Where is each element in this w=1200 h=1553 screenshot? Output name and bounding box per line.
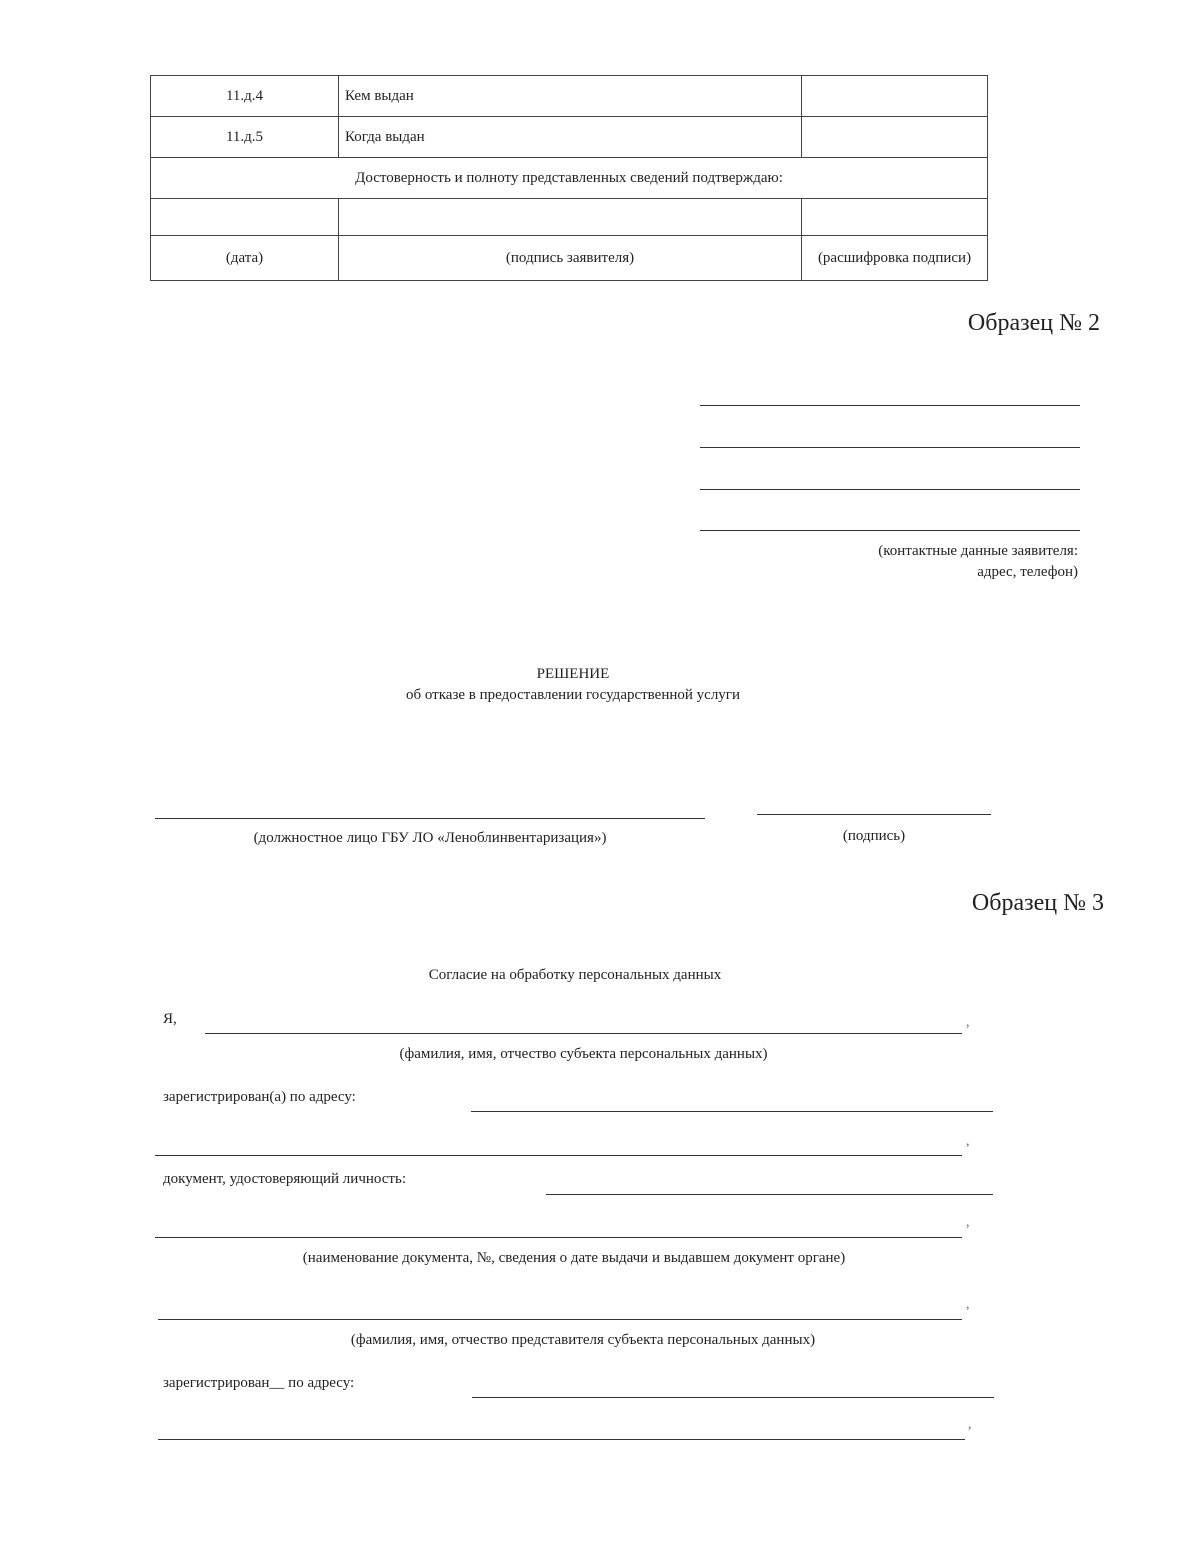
official-caption: (должностное лицо ГБУ ЛО «Леноблинвентаризация») (253, 830, 607, 846)
decision-subheading: об отказе в предоставлении государственной услуги (405, 687, 740, 703)
representative-fio-caption: (фамилия, имя, отчество представителя субъекта персональных данных) (350, 1332, 816, 1348)
representative-address-line-2[interactable] (158, 1439, 965, 1440)
i-label: Я, (163, 1011, 177, 1027)
registered-label: зарегистрирован(а) по адресу: (163, 1089, 356, 1105)
representative-fio-line[interactable] (158, 1319, 962, 1320)
comma-mark: , (968, 1417, 972, 1432)
comma-mark: , (966, 1215, 970, 1230)
document-line-2[interactable] (155, 1237, 962, 1238)
contact-caption-line-2: адрес, телефон) (977, 564, 1078, 580)
date-field[interactable] (151, 199, 339, 236)
signature-decoding-field[interactable] (802, 199, 988, 236)
table-row (151, 158, 988, 199)
official-name-line[interactable] (155, 818, 705, 819)
table-row (151, 236, 988, 281)
contact-line-1[interactable] (700, 405, 1080, 406)
consent-heading: Согласие на обработку персональных данных (428, 967, 722, 983)
confirmation-text: Достоверность и полноту представленных сведений подтверждаю: (151, 158, 988, 199)
row-label: Когда выдан (339, 117, 802, 158)
contact-caption-line-1: (контактные данные заявителя: (878, 543, 1078, 559)
document-caption: (наименование документа, №, сведения о дате выдачи и выдавшем документ органе) (302, 1250, 846, 1266)
representative-registered-label: зарегистрирован__ по адресу: (163, 1375, 355, 1391)
row-number: 11.д.4 (151, 76, 339, 117)
representative-address-line-1[interactable] (472, 1397, 994, 1398)
signature-decoding-caption: (расшифровка подписи) (802, 236, 988, 281)
comma-mark: , (966, 1015, 970, 1030)
row-value-field[interactable] (802, 76, 988, 117)
comma-mark: , (966, 1297, 970, 1312)
decision-heading: РЕШЕНИЕ (536, 666, 610, 682)
document-label: документ, удостоверяющий личность: (163, 1171, 406, 1187)
sample-2-title: Образец № 2 (967, 310, 1100, 336)
subject-fio-line[interactable] (205, 1033, 962, 1034)
date-caption: (дата) (151, 236, 339, 281)
row-value-field[interactable] (802, 117, 988, 158)
signature-field[interactable] (339, 199, 802, 236)
registered-address-line-1[interactable] (471, 1111, 993, 1112)
table-row (151, 117, 988, 158)
contact-line-4[interactable] (700, 530, 1080, 531)
official-signature-caption: (подпись) (842, 828, 906, 844)
row-label: Кем выдан (339, 76, 802, 117)
subject-fio-caption: (фамилия, имя, отчество субъекта персональных данных) (399, 1046, 768, 1062)
official-signature-line[interactable] (757, 814, 991, 815)
row-number: 11.д.5 (151, 117, 339, 158)
contact-line-2[interactable] (700, 447, 1080, 448)
contact-line-3[interactable] (700, 489, 1080, 490)
table-row (151, 199, 988, 236)
applicant-info-table (150, 75, 988, 281)
sample-3-title: Образец № 3 (971, 890, 1104, 916)
document-line-1[interactable] (546, 1194, 993, 1195)
registered-address-line-2[interactable] (155, 1155, 962, 1156)
signature-caption: (подпись заявителя) (339, 236, 802, 281)
comma-mark: , (966, 1134, 970, 1149)
table-row (151, 76, 988, 117)
